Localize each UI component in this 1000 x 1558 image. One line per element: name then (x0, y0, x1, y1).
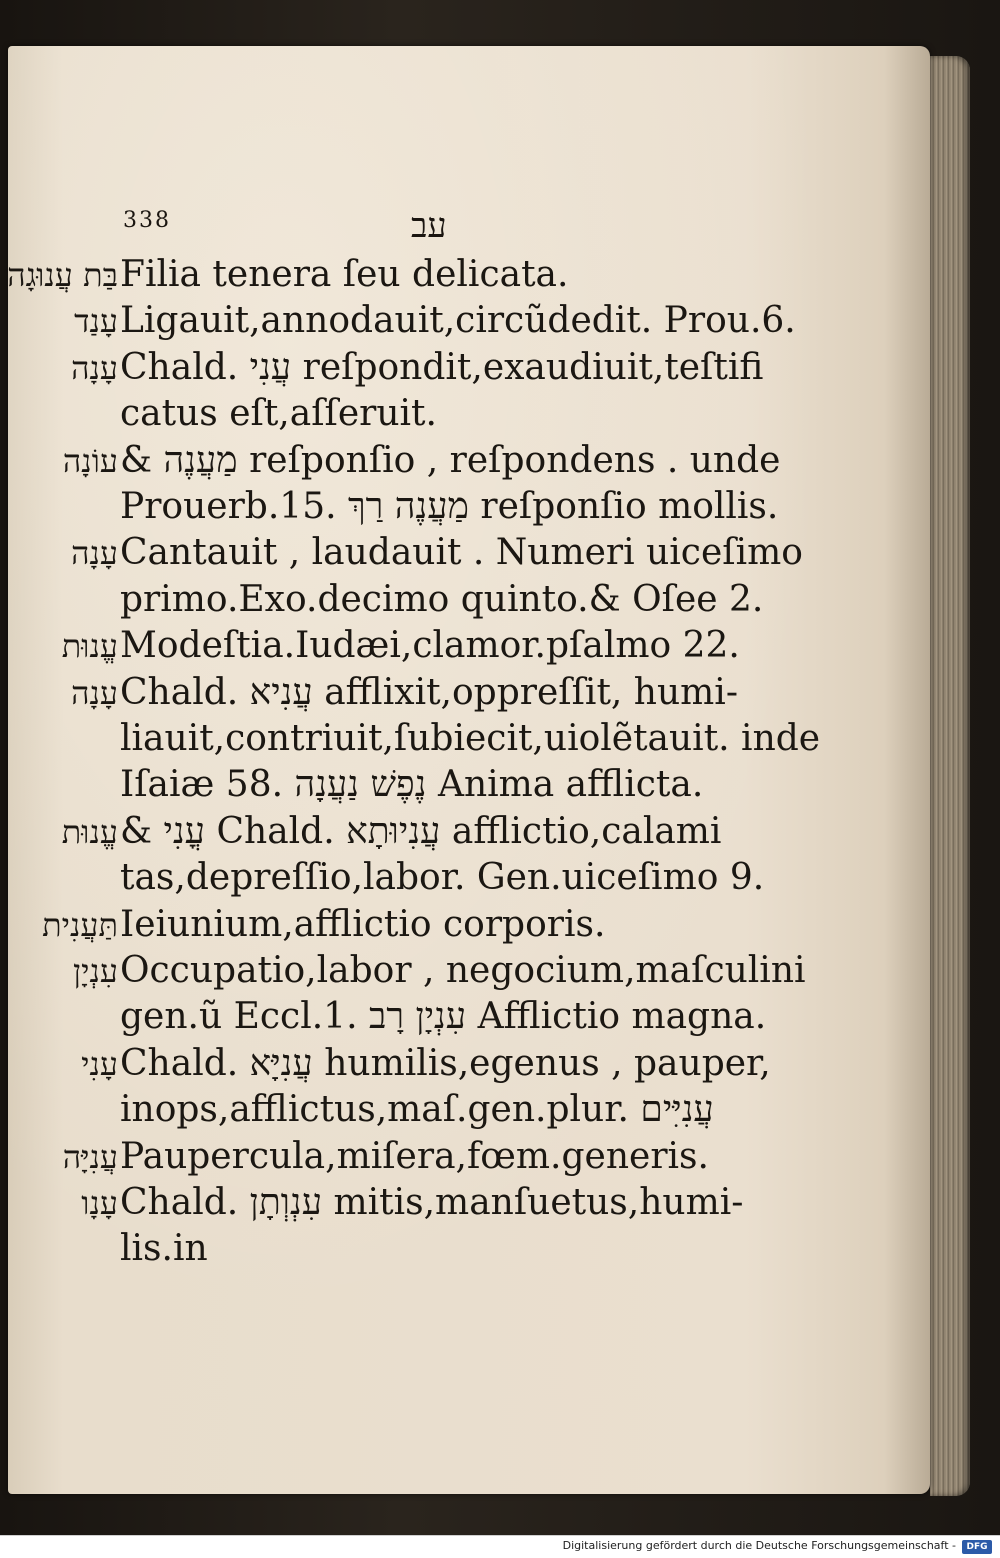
entry-gloss: inops,afflictus,maſ.gen.plur. עֲנִיִּים (120, 1089, 714, 1131)
entry-gloss: gen.ũ Eccl.1. עִנְיָן רָב Afflictio magna. (120, 996, 767, 1038)
book-page (8, 46, 930, 1494)
entry-gloss: Chald. עֲנִי reſpondit,exaudiuit,teſtifi (120, 346, 764, 388)
entry-gloss: & מַעֲנֶה reſponſio , reſpondens . unde (120, 439, 781, 481)
entry-gloss: Iſaiæ 58. נֶפֶשׁ נַעֲנָה Anima afflicta. (120, 764, 704, 806)
entry-line (8, 623, 938, 669)
entry-line (8, 670, 938, 716)
entry-gloss: Modeſtia.Iudæi,clamor.pſalmo 22. (120, 625, 740, 667)
entry-headword: עֱנוּת (61, 627, 118, 666)
entry-line (8, 391, 938, 437)
entry-headword: עָנִי (81, 1044, 118, 1083)
entry-gloss: primo.Exo.decimo quinto.& Oſee 2. (120, 578, 764, 620)
entry-line (8, 1087, 938, 1133)
entry-headword: עָנָה (71, 534, 118, 573)
entry-line (8, 902, 938, 948)
entry-line (8, 577, 938, 623)
entry-gloss: catus eſt,aſſeruit. (120, 393, 437, 435)
entry-line (8, 1134, 938, 1180)
entry-line (8, 1041, 938, 1087)
entry-line (8, 345, 938, 391)
entry-line (8, 762, 938, 808)
entry-line (8, 530, 938, 576)
entry-line (8, 716, 938, 762)
entry-line (8, 252, 938, 298)
entry-line (8, 298, 938, 344)
entry-gloss: tas,depreſſio,labor. Gen.uiceſimo 9. (120, 857, 765, 899)
entry-gloss: & עֳנִי Chald. עֲנִיוּתָא afflictio,calami (120, 810, 722, 852)
entry-headword: עוֹנָה (62, 441, 118, 480)
entry-line (8, 948, 938, 994)
entry-line (8, 994, 938, 1040)
entry-line (8, 1226, 938, 1272)
entry-gloss: Ieiunium,afflictio corporis. (120, 903, 606, 945)
entry-headword: עֲנִיָּה (62, 1137, 118, 1176)
page-header (123, 206, 523, 246)
entry-gloss: Chald. עֲנִיָּא humilis,egenus , pauper, (120, 1042, 771, 1084)
entry-gloss: Chald. עִנְוְתָן mitis,manſuetus,humi- (120, 1182, 744, 1223)
entry-headword: עֱנוּת (61, 812, 118, 851)
entry-gloss: Ligauit,annodauit,circũdedit. Prou.6. (120, 300, 796, 342)
entry-line (8, 484, 938, 530)
entry-gloss: Paupercula,miſera,fœm.generis. (120, 1135, 709, 1177)
entry-gloss: lis.in (120, 1228, 208, 1270)
entry-line (8, 438, 938, 484)
footer-credit: Digitalisierung gefördert durch die Deutsche Forschungsgemeinschaft - (562, 1539, 956, 1552)
entry-gloss: Cantauit , laudauit . Numeri uiceſimo (120, 532, 803, 574)
entry-gloss: Prouerb.15. מַעֲנֶה רַךְ reſponſio mollis. (120, 486, 779, 527)
entry-line (8, 855, 938, 901)
entry-headword: תַּעֲנִית (42, 905, 118, 944)
running-head: עב (411, 206, 447, 246)
entry-gloss: liauit,contriuit,ſubiecit,uiolẽtauit. inde (120, 718, 821, 759)
entry-line (8, 1180, 938, 1226)
entry-headword: עָנַד (74, 302, 118, 341)
entry-gloss: Occupatio,labor , negocium,maſculini (120, 950, 806, 991)
page-number: 338 (123, 208, 171, 233)
entry-headword: עִנְיָן (72, 952, 118, 990)
entry-line (8, 809, 938, 855)
entry-headword: עָנָה (71, 348, 118, 387)
dfg-logo: DFG (962, 1540, 992, 1554)
footer-bar (0, 1535, 1000, 1558)
entry-gloss: Chald. עֲנִיא afflixit,oppreſſit, humi- (120, 671, 738, 713)
entry-headword: עָנָה (71, 673, 118, 712)
entry-headword: עָנָו (81, 1184, 118, 1222)
entry-headword: בַּת עֲנוּגָה (7, 256, 118, 294)
entry-gloss: Filia tenera ſeu delicata. (120, 254, 569, 295)
